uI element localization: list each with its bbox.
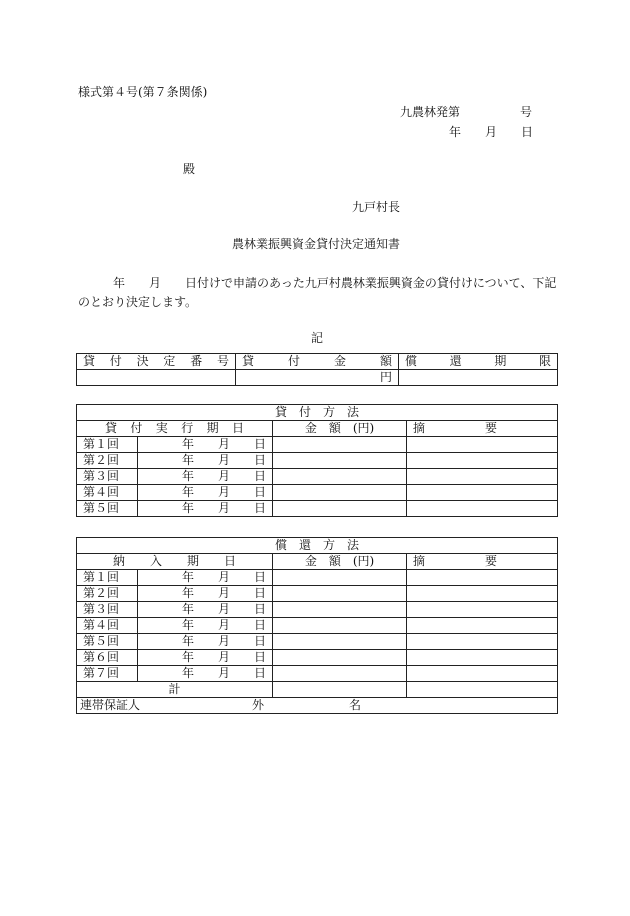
remarks-cell[interactable] (407, 650, 558, 666)
loan-decision-number-cell[interactable] (77, 370, 236, 386)
table-row (77, 618, 558, 634)
issuer-name: 九戸村長 (352, 200, 401, 214)
header-amount: 金 額 (円) (273, 554, 407, 570)
installment-label: 第５回 (77, 501, 138, 517)
loan-method-title: 貸 付 方 法 (77, 405, 558, 421)
table-row (77, 501, 558, 517)
header-remarks: 摘 要 (407, 421, 558, 437)
installment-label: 第５回 (77, 634, 138, 650)
header-loan-execution-date: 貸付実行期日 (77, 421, 273, 437)
installment-date[interactable]: 年 月 日 (138, 570, 273, 586)
issue-date: 年 月 日 (449, 125, 534, 139)
others-label: 外 (252, 698, 265, 712)
header-loan-decision-number: 貸付決定番号 (77, 354, 236, 370)
body-text-line2: のとおり決定します。 (78, 295, 198, 309)
total-remarks-cell[interactable] (407, 682, 558, 698)
name-count-suffix: 名 (349, 698, 362, 712)
header-amount: 金 額 (円) (273, 421, 407, 437)
ki-marker: 記 (311, 331, 324, 345)
installment-date[interactable]: 年 月 日 (138, 437, 273, 453)
total-label: 計 (77, 682, 273, 698)
remarks-cell[interactable] (407, 437, 558, 453)
amount-cell[interactable] (273, 501, 407, 517)
installment-date[interactable]: 年 月 日 (138, 650, 273, 666)
installment-date[interactable]: 年 月 日 (138, 485, 273, 501)
installment-date[interactable]: 年 月 日 (138, 634, 273, 650)
repayment-method-table (76, 537, 558, 714)
total-row (77, 682, 558, 698)
amount-cell[interactable] (273, 650, 407, 666)
header-remarks: 摘 要 (407, 554, 558, 570)
table-row (77, 634, 558, 650)
installment-label: 第４回 (77, 485, 138, 501)
loan-amount-cell[interactable] (236, 370, 399, 386)
guarantor-cell[interactable] (77, 698, 558, 714)
installment-date[interactable]: 年 月 日 (138, 602, 273, 618)
installment-date[interactable]: 年 月 日 (138, 618, 273, 634)
installment-label: 第４回 (77, 618, 138, 634)
header-payment-due-date: 納入期日 (77, 554, 273, 570)
remarks-cell[interactable] (407, 618, 558, 634)
remarks-cell[interactable] (407, 469, 558, 485)
summary-table (76, 353, 558, 386)
installment-label: 第６回 (77, 650, 138, 666)
amount-cell[interactable] (273, 666, 407, 682)
installment-label: 第３回 (77, 469, 138, 485)
remarks-cell[interactable] (407, 634, 558, 650)
remarks-cell[interactable] (407, 485, 558, 501)
amount-cell[interactable] (273, 453, 407, 469)
body-text-line1: 年 月 日付けで申請のあった九戸村農林業振興資金の貸付けについて、下記 (113, 276, 557, 290)
addressee-suffix: 殿 (183, 162, 196, 176)
yen-unit: 円 (379, 370, 392, 384)
repayment-deadline-cell[interactable] (399, 370, 558, 386)
installment-label: 第２回 (77, 453, 138, 469)
installment-label: 第１回 (77, 437, 138, 453)
installment-label: 第７回 (77, 666, 138, 682)
loan-method-table (76, 404, 558, 517)
table-row (77, 469, 558, 485)
remarks-cell[interactable] (407, 666, 558, 682)
header-repayment-deadline: 償還期限 (399, 354, 558, 370)
table-row (77, 666, 558, 682)
table-row (77, 453, 558, 469)
installment-date[interactable]: 年 月 日 (138, 453, 273, 469)
remarks-cell[interactable] (407, 586, 558, 602)
table-row (77, 570, 558, 586)
installment-date[interactable]: 年 月 日 (138, 666, 273, 682)
document-title: 農林業振興資金貸付決定通知書 (232, 237, 401, 251)
table-row (77, 602, 558, 618)
table-row (77, 650, 558, 666)
total-amount-cell[interactable] (273, 682, 407, 698)
installment-label: 第３回 (77, 602, 138, 618)
form-label: 様式第４号(第７条関係) (78, 85, 208, 99)
amount-cell[interactable] (273, 485, 407, 501)
installment-label: 第１回 (77, 570, 138, 586)
installment-date[interactable]: 年 月 日 (138, 586, 273, 602)
amount-cell[interactable] (273, 602, 407, 618)
amount-cell[interactable] (273, 586, 407, 602)
repayment-method-title: 償 還 方 法 (77, 538, 558, 554)
table-row (77, 586, 558, 602)
header-loan-amount: 貸付金額 (236, 354, 399, 370)
amount-cell[interactable] (273, 618, 407, 634)
guarantor-row (77, 698, 558, 714)
document-number: 九農林発第 号 (400, 105, 533, 119)
amount-cell[interactable] (273, 437, 407, 453)
remarks-cell[interactable] (407, 570, 558, 586)
table-row (77, 437, 558, 453)
guarantor-label: 連帯保証人 (80, 698, 141, 712)
amount-cell[interactable] (273, 634, 407, 650)
remarks-cell[interactable] (407, 453, 558, 469)
table-row (77, 485, 558, 501)
remarks-cell[interactable] (407, 602, 558, 618)
remarks-cell[interactable] (407, 501, 558, 517)
installment-label: 第２回 (77, 586, 138, 602)
installment-date[interactable]: 年 月 日 (138, 501, 273, 517)
installment-date[interactable]: 年 月 日 (138, 469, 273, 485)
amount-cell[interactable] (273, 469, 407, 485)
amount-cell[interactable] (273, 570, 407, 586)
